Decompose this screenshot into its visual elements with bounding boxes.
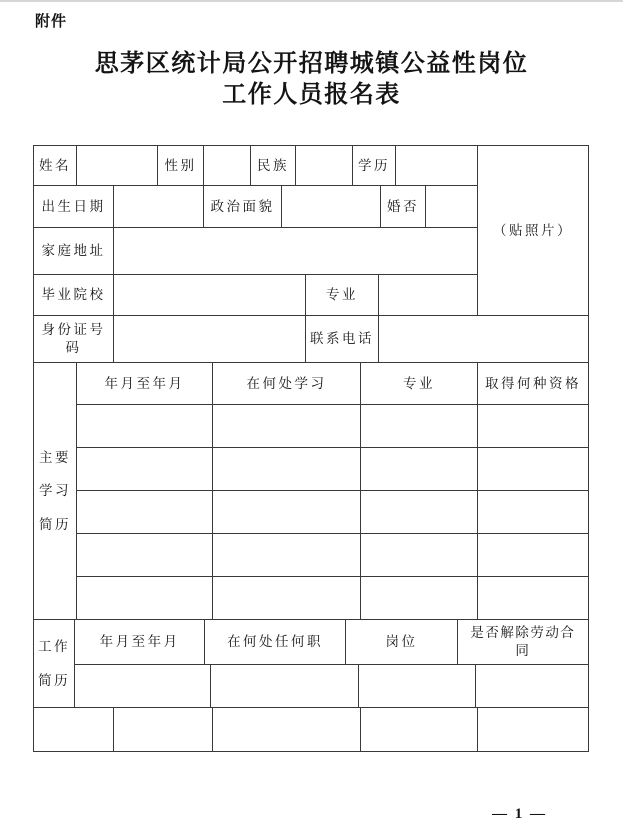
table-bottom-row (34, 708, 589, 752)
work-history-body (75, 620, 589, 708)
education-history-label-line3: 简历 (39, 516, 71, 532)
education-history-section (34, 363, 589, 620)
education-major-cell[interactable] (361, 448, 478, 491)
education-qualification-cell[interactable] (478, 577, 589, 620)
bottom-row-cell-4[interactable] (361, 708, 478, 752)
ethnicity-input-cell[interactable] (296, 146, 353, 186)
work-post-cell[interactable] (359, 665, 476, 708)
education-input-cell[interactable] (396, 146, 478, 186)
form-title-line2: 工作人员报名表 (222, 82, 401, 108)
gender-input-cell[interactable] (204, 146, 251, 186)
home-address-input-cell[interactable] (114, 228, 478, 275)
table-row-birth (34, 186, 478, 228)
education-history-row (77, 491, 589, 534)
education-period-cell[interactable] (77, 534, 213, 577)
education-history-row (77, 448, 589, 491)
education-major-cell[interactable] (361, 405, 478, 448)
table-row-name (34, 146, 478, 186)
home-address-label: 家庭地址 (34, 228, 114, 275)
bottom-row-cell-2[interactable] (114, 708, 213, 752)
work-contract-cell[interactable] (476, 665, 589, 708)
education-col-where: 在何处学习 (213, 363, 361, 405)
work-period-cell[interactable] (75, 665, 211, 708)
education-period-cell[interactable] (77, 448, 213, 491)
marital-status-input-cell[interactable] (426, 186, 478, 228)
education-major-cell[interactable] (361, 577, 478, 620)
major-input-cell[interactable] (379, 275, 478, 316)
education-where-cell[interactable] (213, 534, 361, 577)
ethnicity-label: 民族 (251, 146, 296, 186)
education-qualification-cell[interactable] (478, 534, 589, 577)
gender-label: 性别 (158, 146, 204, 186)
id-number-label: 身份证号码 (34, 316, 114, 363)
basic-info-section (34, 146, 589, 316)
education-col-period: 年月至年月 (77, 363, 213, 405)
graduate-school-input-cell[interactable] (114, 275, 306, 316)
work-history-header-row (75, 620, 589, 665)
education-major-cell[interactable] (361, 491, 478, 534)
work-history-section (34, 620, 589, 708)
phone-label: 联系电话 (306, 316, 379, 363)
education-history-row (77, 534, 589, 577)
education-history-body (77, 363, 589, 620)
table-row-id (34, 316, 589, 363)
education-major-cell[interactable] (361, 534, 478, 577)
birth-date-input-cell[interactable] (114, 186, 204, 228)
graduate-school-label: 毕业院校 (34, 275, 114, 316)
id-number-input-cell[interactable] (114, 316, 306, 363)
work-col-contract: 是否解除劳动合同 (458, 620, 589, 665)
education-where-cell[interactable] (213, 491, 361, 534)
education-label: 学历 (353, 146, 396, 186)
table-row-school (34, 275, 478, 316)
table-row-address (34, 228, 478, 275)
education-qualification-cell[interactable] (478, 405, 589, 448)
education-history-row (77, 405, 589, 448)
education-history-row (77, 577, 589, 620)
education-col-qualification: 取得何种资格 (478, 363, 589, 405)
work-col-post: 岗位 (346, 620, 458, 665)
education-col-major: 专业 (361, 363, 478, 405)
form-title (0, 49, 623, 111)
education-where-cell[interactable] (213, 577, 361, 620)
page-number: — 1 — (492, 806, 547, 822)
political-status-label: 政治面貌 (204, 186, 282, 228)
education-history-section-label (34, 363, 77, 620)
education-period-cell[interactable] (77, 405, 213, 448)
photo-cell[interactable] (478, 146, 589, 316)
work-history-label-line2: 简历 (38, 672, 71, 688)
work-history-row (75, 665, 589, 708)
marital-status-label: 婚否 (381, 186, 426, 228)
work-col-period: 年月至年月 (75, 620, 205, 665)
education-where-cell[interactable] (213, 405, 361, 448)
education-history-label-line1: 主要 (39, 449, 71, 465)
education-period-cell[interactable] (77, 491, 213, 534)
basic-info-rows (34, 146, 478, 316)
work-history-section-label (34, 620, 75, 708)
application-form-table (33, 145, 589, 752)
attachment-label: 附件 (35, 13, 68, 30)
bottom-row-cell-1[interactable] (34, 708, 114, 752)
bottom-row-cell-5[interactable] (478, 708, 589, 752)
work-history-label-line1: 工作 (38, 638, 71, 654)
phone-input-cell[interactable] (379, 316, 589, 363)
bottom-row-cell-3[interactable] (213, 708, 361, 752)
education-qualification-cell[interactable] (478, 448, 589, 491)
education-where-cell[interactable] (213, 448, 361, 491)
education-period-cell[interactable] (77, 577, 213, 620)
major-label: 专业 (306, 275, 379, 316)
work-where-cell[interactable] (211, 665, 359, 708)
education-history-label-line2: 学习 (39, 483, 71, 499)
name-input-cell[interactable] (77, 146, 158, 186)
education-qualification-cell[interactable] (478, 491, 589, 534)
birth-date-label: 出生日期 (34, 186, 114, 228)
work-col-where: 在何处任何职 (205, 620, 346, 665)
photo-placeholder-label: （贴照片） (493, 222, 573, 238)
name-label: 姓名 (34, 146, 77, 186)
form-title-line1: 思茅区统计局公开招聘城镇公益性岗位 (94, 51, 529, 77)
political-status-input-cell[interactable] (282, 186, 381, 228)
education-history-header-row (77, 363, 589, 405)
